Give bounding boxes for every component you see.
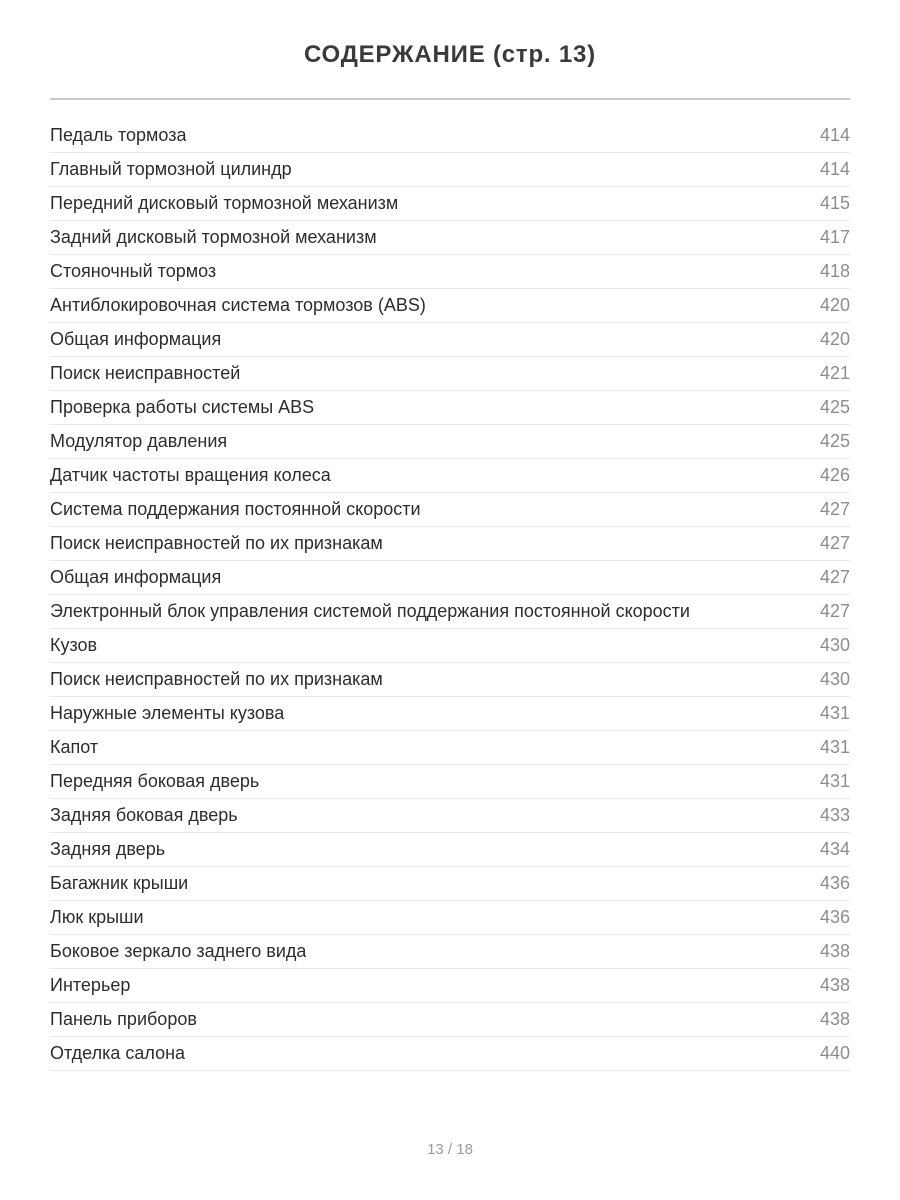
toc-row <box>50 255 850 289</box>
toc-entry-page: 431 <box>819 771 850 791</box>
toc-entry-label: Передний дисковый тормозной механизм <box>50 193 399 213</box>
toc-row <box>50 969 850 1003</box>
toc-entry-page: 425 <box>819 397 850 417</box>
toc-entry-label: Люк крыши <box>50 907 144 927</box>
toc-row <box>50 323 850 357</box>
toc-entry-label: Багажник крыши <box>50 873 189 893</box>
title-divider <box>50 98 850 100</box>
toc-list <box>50 119 850 1071</box>
toc-row <box>50 561 850 595</box>
toc-entry-page: 418 <box>819 261 850 281</box>
toc-row <box>50 833 850 867</box>
toc-entry-label: Модулятор давления <box>50 431 228 451</box>
toc-entry-page: 426 <box>819 465 850 485</box>
toc-entry-page: 427 <box>819 533 850 553</box>
toc-row <box>50 663 850 697</box>
toc-entry-label: Общая информация <box>50 567 222 587</box>
toc-row <box>50 391 850 425</box>
toc-row <box>50 187 850 221</box>
toc-entry-page: 436 <box>819 907 850 927</box>
toc-entry-label: Общая информация <box>50 329 222 349</box>
toc-entry-page: 415 <box>819 193 850 213</box>
toc-entry-label: Система поддержания постоянной скорости <box>50 499 421 519</box>
toc-entry-label: Капот <box>50 737 99 757</box>
page-title: СОДЕРЖАНИЕ (стр. 13) <box>304 41 596 68</box>
toc-entry-page: 427 <box>819 567 850 587</box>
toc-row <box>50 1003 850 1037</box>
toc-row <box>50 153 850 187</box>
toc-entry-page: 436 <box>819 873 850 893</box>
toc-entry-page: 434 <box>819 839 850 859</box>
page-number-footer: 13 / 18 <box>427 1141 473 1158</box>
toc-entry-label: Панель приборов <box>50 1009 197 1029</box>
toc-entry-label: Задняя дверь <box>50 839 166 859</box>
toc-entry-page: 440 <box>819 1043 850 1063</box>
toc-entry-label: Наружные элементы кузова <box>50 703 285 723</box>
toc-entry-label: Поиск неисправностей по их признакам <box>50 669 383 689</box>
toc-row <box>50 119 850 153</box>
toc-entry-page: 438 <box>819 941 850 961</box>
toc-row <box>50 527 850 561</box>
toc-entry-label: Поиск неисправностей <box>50 363 241 383</box>
toc-row <box>50 901 850 935</box>
toc-entry-page: 417 <box>819 227 850 247</box>
toc-entry-label: Отделка салона <box>50 1043 186 1063</box>
toc-entry-label: Педаль тормоза <box>50 125 187 145</box>
toc-entry-page: 421 <box>819 363 850 383</box>
toc-entry-label: Передняя боковая дверь <box>50 771 260 791</box>
toc-entry-page: 420 <box>819 329 850 349</box>
toc-row <box>50 221 850 255</box>
toc-entry-page: 414 <box>819 125 850 145</box>
toc-entry-page: 430 <box>819 635 850 655</box>
toc-row <box>50 289 850 323</box>
toc-row <box>50 425 850 459</box>
toc-row <box>50 765 850 799</box>
toc-row <box>50 595 850 629</box>
toc-entry-page: 431 <box>819 703 850 723</box>
toc-entry-label: Задний дисковый тормозной механизм <box>50 227 377 247</box>
toc-entry-label: Боковое зеркало заднего вида <box>50 941 307 961</box>
toc-entry-page: 425 <box>819 431 850 451</box>
toc-entry-page: 430 <box>819 669 850 689</box>
toc-entry-page: 438 <box>819 1009 850 1029</box>
toc-row <box>50 731 850 765</box>
toc-row <box>50 935 850 969</box>
toc-entry-page: 427 <box>819 601 850 621</box>
toc-entry-label: Поиск неисправностей по их признакам <box>50 533 383 553</box>
toc-entry-page: 433 <box>819 805 850 825</box>
toc-row <box>50 867 850 901</box>
toc-entry-label: Стояночный тормоз <box>50 261 217 281</box>
toc-entry-page: 438 <box>819 975 850 995</box>
toc-row <box>50 629 850 663</box>
toc-entry-label: Проверка работы системы ABS <box>50 397 315 417</box>
toc-entry-page: 420 <box>819 295 850 315</box>
toc-entry-label: Главный тормозной цилиндр <box>50 159 292 179</box>
toc-row <box>50 1037 850 1071</box>
toc-entry-page: 414 <box>819 159 850 179</box>
toc-entry-page: 431 <box>819 737 850 757</box>
toc-entry-label: Интерьер <box>50 975 131 995</box>
toc-entry-label: Задняя боковая дверь <box>50 805 238 825</box>
toc-row <box>50 799 850 833</box>
toc-entry-label: Электронный блок управления системой поддержания постоянной скорости <box>50 601 690 621</box>
toc-entry-label: Антиблокировочная система тормозов (ABS) <box>50 295 426 315</box>
toc-row <box>50 493 850 527</box>
toc-entry-label: Датчик частоты вращения колеса <box>50 465 331 485</box>
toc-entry-label: Кузов <box>50 635 98 655</box>
toc-row <box>50 697 850 731</box>
toc-entry-page: 427 <box>819 499 850 519</box>
toc-row <box>50 459 850 493</box>
toc-row <box>50 357 850 391</box>
